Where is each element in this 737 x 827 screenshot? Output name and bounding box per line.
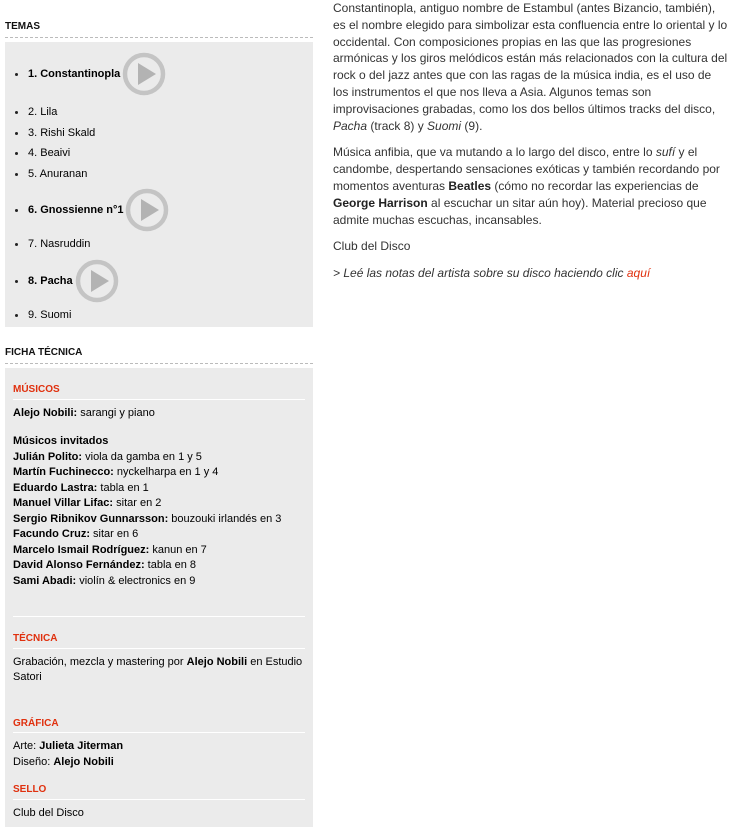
grafica-heading: GRÁFICA — [13, 716, 305, 734]
main-musician — [13, 406, 305, 422]
track-item — [5, 123, 313, 144]
guest-musician: David Alonso Fernández: tabla en 8 — [13, 559, 196, 571]
guest-musician: Sami Abadi: violín & electronics en 9 — [13, 574, 196, 587]
track-item — [5, 234, 313, 255]
track-label: 7. Nasruddin — [28, 238, 91, 251]
track-label: 9. Suomi — [28, 308, 72, 321]
musician-role: sarangi y piano — [77, 406, 155, 419]
ficha-title: FICHA TÉCNICA — [5, 327, 313, 364]
diseno-line: Diseño: Alejo Nobili — [13, 755, 114, 768]
play-circle-icon[interactable] — [122, 52, 166, 96]
play-circle-icon[interactable] — [125, 188, 169, 232]
ficha-box — [5, 368, 313, 827]
track-item — [5, 305, 313, 326]
artist-notes-line: > Leé las notas del artista sobre su disco haciendo clic aquí — [333, 266, 651, 281]
arte-line: Arte: Julieta Jiterman — [13, 740, 124, 752]
article — [333, 0, 728, 292]
guest-musician: Eduardo Lastra: tabla en 1 — [13, 481, 149, 494]
track-item — [5, 143, 313, 164]
track-item[interactable] — [5, 52, 313, 96]
sidebar — [5, 0, 313, 827]
guest-musician: Facundo Cruz: sitar en 6 — [13, 528, 139, 540]
track-label: 3. Rishi Skald — [28, 126, 96, 139]
track-label: 5. Anuranan — [28, 167, 88, 180]
track-item[interactable] — [5, 188, 313, 232]
track-label: 2. Lila — [28, 106, 58, 119]
tracklist-box — [5, 42, 313, 327]
track-label: 1. Constantinopla — [28, 68, 121, 80]
guest-list — [13, 450, 305, 590]
artist-notes-link[interactable]: aquí — [626, 266, 651, 281]
track-item — [5, 164, 313, 185]
play-circle-icon[interactable] — [75, 259, 119, 303]
musicos-heading: MÚSICOS — [13, 382, 305, 400]
track-item — [5, 102, 313, 123]
tecnica-heading: TÉCNICA — [13, 631, 305, 649]
track-item[interactable] — [5, 259, 313, 303]
guests-heading: Músicos invitados — [13, 435, 109, 447]
sello-value: Club del Disco — [13, 806, 84, 819]
tecnica-text: Grabación, mezcla y mastering por Alejo Nobili en Estudio Satori — [13, 655, 303, 683]
article-signature: Club del Disco — [333, 239, 411, 254]
track-label: 8. Pacha — [28, 274, 73, 287]
guest-musician: Marcelo Ismail Rodríguez: kanun en 7 — [13, 543, 207, 556]
divider — [13, 616, 305, 617]
article-paragraph-2: Música anfibia, que va mutando a lo largo del disco, entre lo sufí y el candombe, despertando sensaciones exóticas y también recordando por momentos aventuras Beatles (cómo no recordar las experiencias de George Harrison al escuchar un sitar aún hoy). Material precioso que admite muchas escuchas, incansables. — [333, 145, 720, 227]
track-label: 4. Beaivi — [28, 147, 71, 160]
tracklist — [5, 42, 313, 327]
article-paragraph-1: Constantinopla, antiguo nombre de Estambul (antes Bizancio, también), es el nombre elegido para simbolizar esta confluencia entre lo oriental y lo occidental. Con composiciones propias en las que las progresiones armónicas y los giros melódicos están más relacionados con la cultura del rock o del jazz antes que con las ragas de la música india, es el uso de los instrumentos el que nos lleva a Asia. Algunos temas son improvisaciones grabadas, como los dos bellos últimos tracks del disco, Pacha (track 8) y Suomi (9). — [333, 1, 728, 133]
guest-musician: Martín Fuchinecco: nyckelharpa en 1 y 4 — [13, 466, 219, 478]
musician-name: Alejo Nobili: — [13, 406, 78, 419]
sello-heading: SELLO — [13, 782, 305, 800]
guest-musician: Manuel Villar Lifac: sitar en 2 — [13, 497, 162, 509]
temas-title: TEMAS — [5, 0, 313, 38]
track-label: 6. Gnossienne n°1 — [28, 204, 124, 216]
guest-musician: Julián Polito: viola da gamba en 1 y 5 — [13, 450, 202, 463]
guest-musician: Sergio Ribnikov Gunnarsson: bouzouki irlandés en 3 — [13, 512, 282, 525]
